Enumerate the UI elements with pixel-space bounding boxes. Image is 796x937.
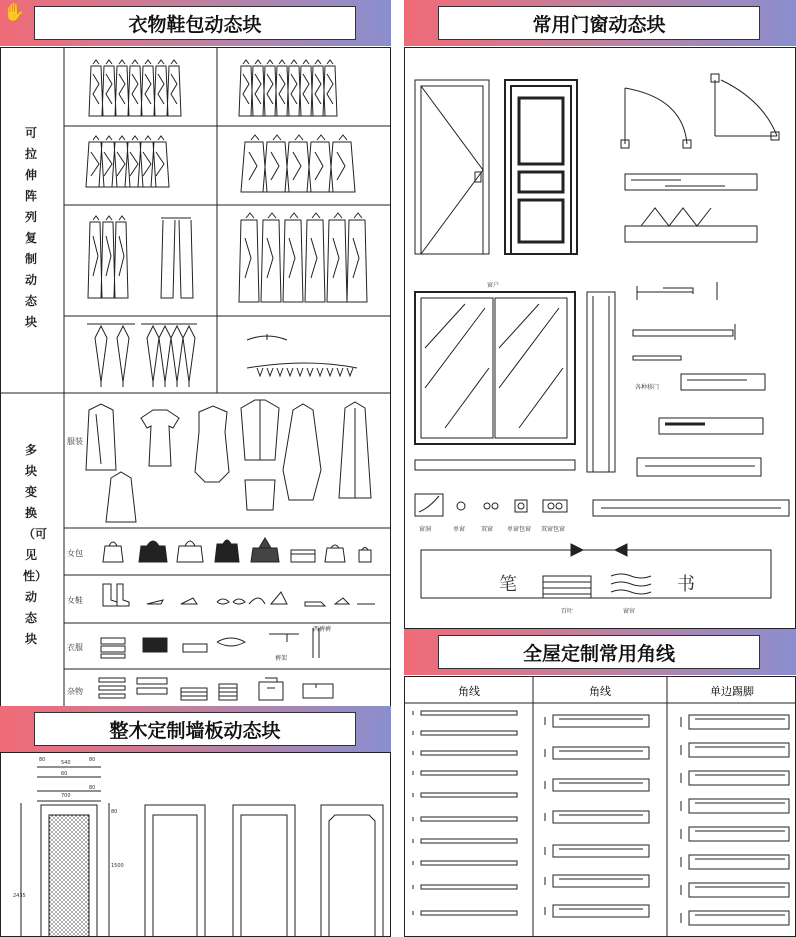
row-label-bags: 女包: [67, 549, 83, 558]
dim-2: 540: [61, 760, 71, 766]
misc-label-rack: 裤架: [275, 655, 288, 662]
label-blinds: 百叶: [561, 608, 574, 615]
trim-panel: [404, 676, 796, 937]
trim-drawing: [405, 677, 796, 937]
label-single: 单窗: [453, 526, 466, 533]
label-opening: 窗洞: [419, 526, 432, 533]
wall-title: 整木定制墙板动态块: [34, 712, 356, 746]
row-label-misc: 杂物: [67, 687, 83, 696]
dim-6: 80: [89, 785, 96, 791]
big-text-2: 书: [677, 574, 695, 595]
trim-col-1-header: 角线: [458, 685, 480, 698]
label-curtain: 窗帘: [623, 608, 636, 615]
row-label-folded: 衣服: [67, 643, 83, 652]
label-folding: 各种移门: [635, 384, 660, 391]
umbrellas-row: [87, 324, 357, 387]
hanging-clothes-row2: [86, 135, 355, 192]
trim-title: 全屋定制常用角线: [438, 635, 760, 669]
wall-panel: [0, 752, 391, 937]
label-window-top: 窗户: [487, 282, 500, 289]
dim-8: 1500: [111, 863, 124, 869]
doors-title: 常用门窗动态块: [438, 6, 760, 40]
garments-row: [86, 400, 371, 522]
wall-drawing: [1, 753, 391, 937]
side-label-stretch: 可拉伸阵列复制动态块: [24, 126, 37, 329]
row-label-clothing: 服装: [67, 437, 83, 446]
label-single-cover: 单窗包窗: [507, 526, 532, 533]
hanging-clothes-row1: [89, 60, 337, 116]
clothes-grid: [1, 48, 391, 707]
shoes-row: [103, 584, 375, 606]
dim-5: 700: [61, 793, 71, 799]
big-text-1: 笔: [499, 574, 517, 595]
dim-7: 2435: [13, 893, 26, 899]
doors-panel: [404, 47, 796, 629]
label-double: 双窗: [481, 526, 494, 533]
clothes-banner: [0, 0, 391, 46]
dim-3: 80: [89, 757, 96, 763]
trim-banner: [404, 629, 796, 675]
clothes-title: 衣物鞋包动态块: [34, 6, 356, 40]
row-label-shoes: 女鞋: [67, 596, 83, 605]
bags-row: [103, 538, 371, 562]
clothes-panel: [0, 47, 391, 707]
misc-label-trousers: 西裤裤: [313, 626, 332, 633]
dim-4: 60: [61, 771, 68, 777]
label-double-cover: 双窗包窗: [541, 526, 566, 533]
trim-col-3-header: 单边踢脚: [710, 685, 754, 698]
doors-banner: [404, 0, 796, 46]
side-label-visibility: 多块变换（可见性）动态块: [23, 443, 48, 646]
doors-drawing: [405, 48, 796, 629]
dim-9: 80: [111, 809, 118, 815]
hanging-clothes-row3: [88, 213, 367, 302]
dim-1: 80: [39, 757, 46, 763]
misc-row: [99, 678, 333, 700]
wall-banner: [0, 706, 391, 752]
hand-icon: ✋: [3, 2, 26, 23]
trim-col-2-header: 角线: [589, 685, 611, 698]
